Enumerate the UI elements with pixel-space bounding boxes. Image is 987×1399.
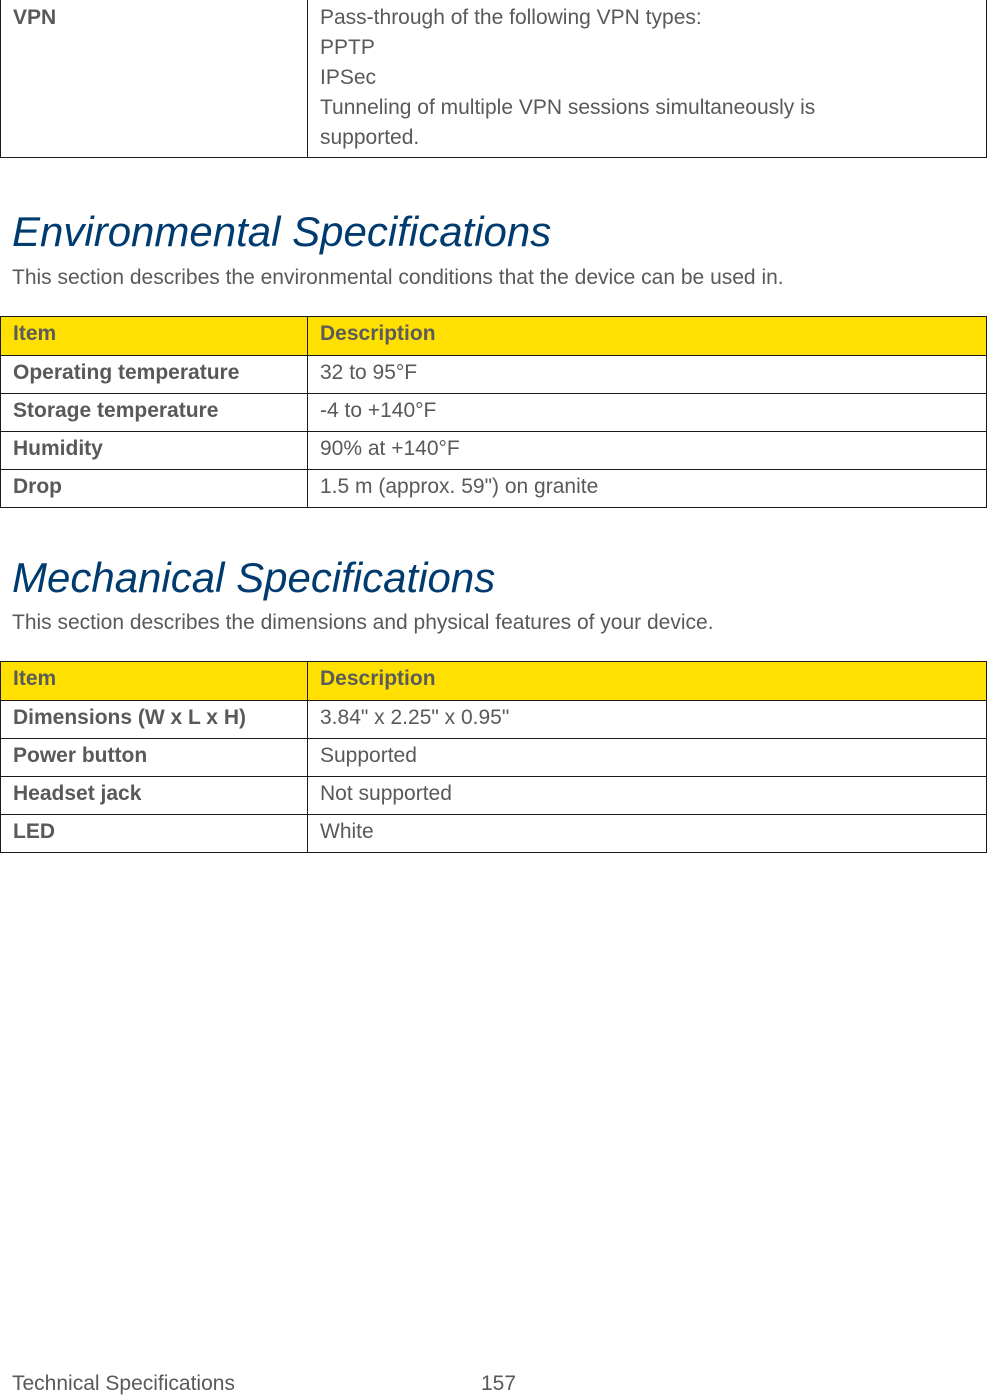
table-row [1,815,987,853]
vpn-desc-line: Tunneling of multiple VPN sessions simultaneously is [320,96,816,119]
footer-section-name: Technical Specifications [12,1372,235,1395]
table-row [1,470,987,508]
vpn-desc-line: supported. [320,126,420,149]
table-row [1,356,987,394]
environmental-section-description: This section describes the environmental conditions that the device can be used in. [12,266,784,289]
item-cell: Operating temperature [1,356,308,394]
description-cell: White [308,815,987,853]
mechanical-spec-table [0,661,987,853]
item-cell: LED [1,815,308,853]
table-row [1,739,987,777]
vpn-spec-table [0,0,987,158]
table-row [1,777,987,815]
mechanical-section-description: This section describes the dimensions and physical features of your device. [12,611,714,634]
item-cell: Drop [1,470,308,508]
item-cell: Storage temperature [1,394,308,432]
description-cell: 90% at +140°F [308,432,987,470]
footer-page-number: 157 [481,1372,517,1395]
column-header-item: Item [1,317,308,356]
item-cell: Dimensions (W x L x H) [1,701,308,739]
description-cell: 32 to 95°F [308,356,987,394]
table-row [1,0,987,158]
vpn-description-cell [308,0,987,158]
table-header-row [1,662,987,701]
item-cell: Headset jack [1,777,308,815]
column-header-description: Description [308,662,987,701]
environmental-spec-table [0,316,987,508]
description-cell: -4 to +140°F [308,394,987,432]
vpn-desc-line: PPTP [320,36,375,59]
table-row [1,701,987,739]
column-header-item: Item [1,662,308,701]
environmental-section-title: Environmental Specifications [12,208,552,255]
item-cell: Power button [1,739,308,777]
vpn-desc-line: Pass-through of the following VPN types: [320,6,702,29]
item-cell: Humidity [1,432,308,470]
vpn-desc-line: IPSec [320,66,377,89]
table-row [1,432,987,470]
vpn-item-cell: VPN [1,0,308,158]
description-cell: Supported [308,739,987,777]
description-cell: 3.84" x 2.25" x 0.95" [308,701,987,739]
mechanical-section-title: Mechanical Specifications [12,554,496,601]
description-cell: Not supported [308,777,987,815]
description-cell: 1.5 m (approx. 59") on granite [308,470,987,508]
column-header-description: Description [308,317,987,356]
table-header-row [1,317,987,356]
table-row [1,394,987,432]
